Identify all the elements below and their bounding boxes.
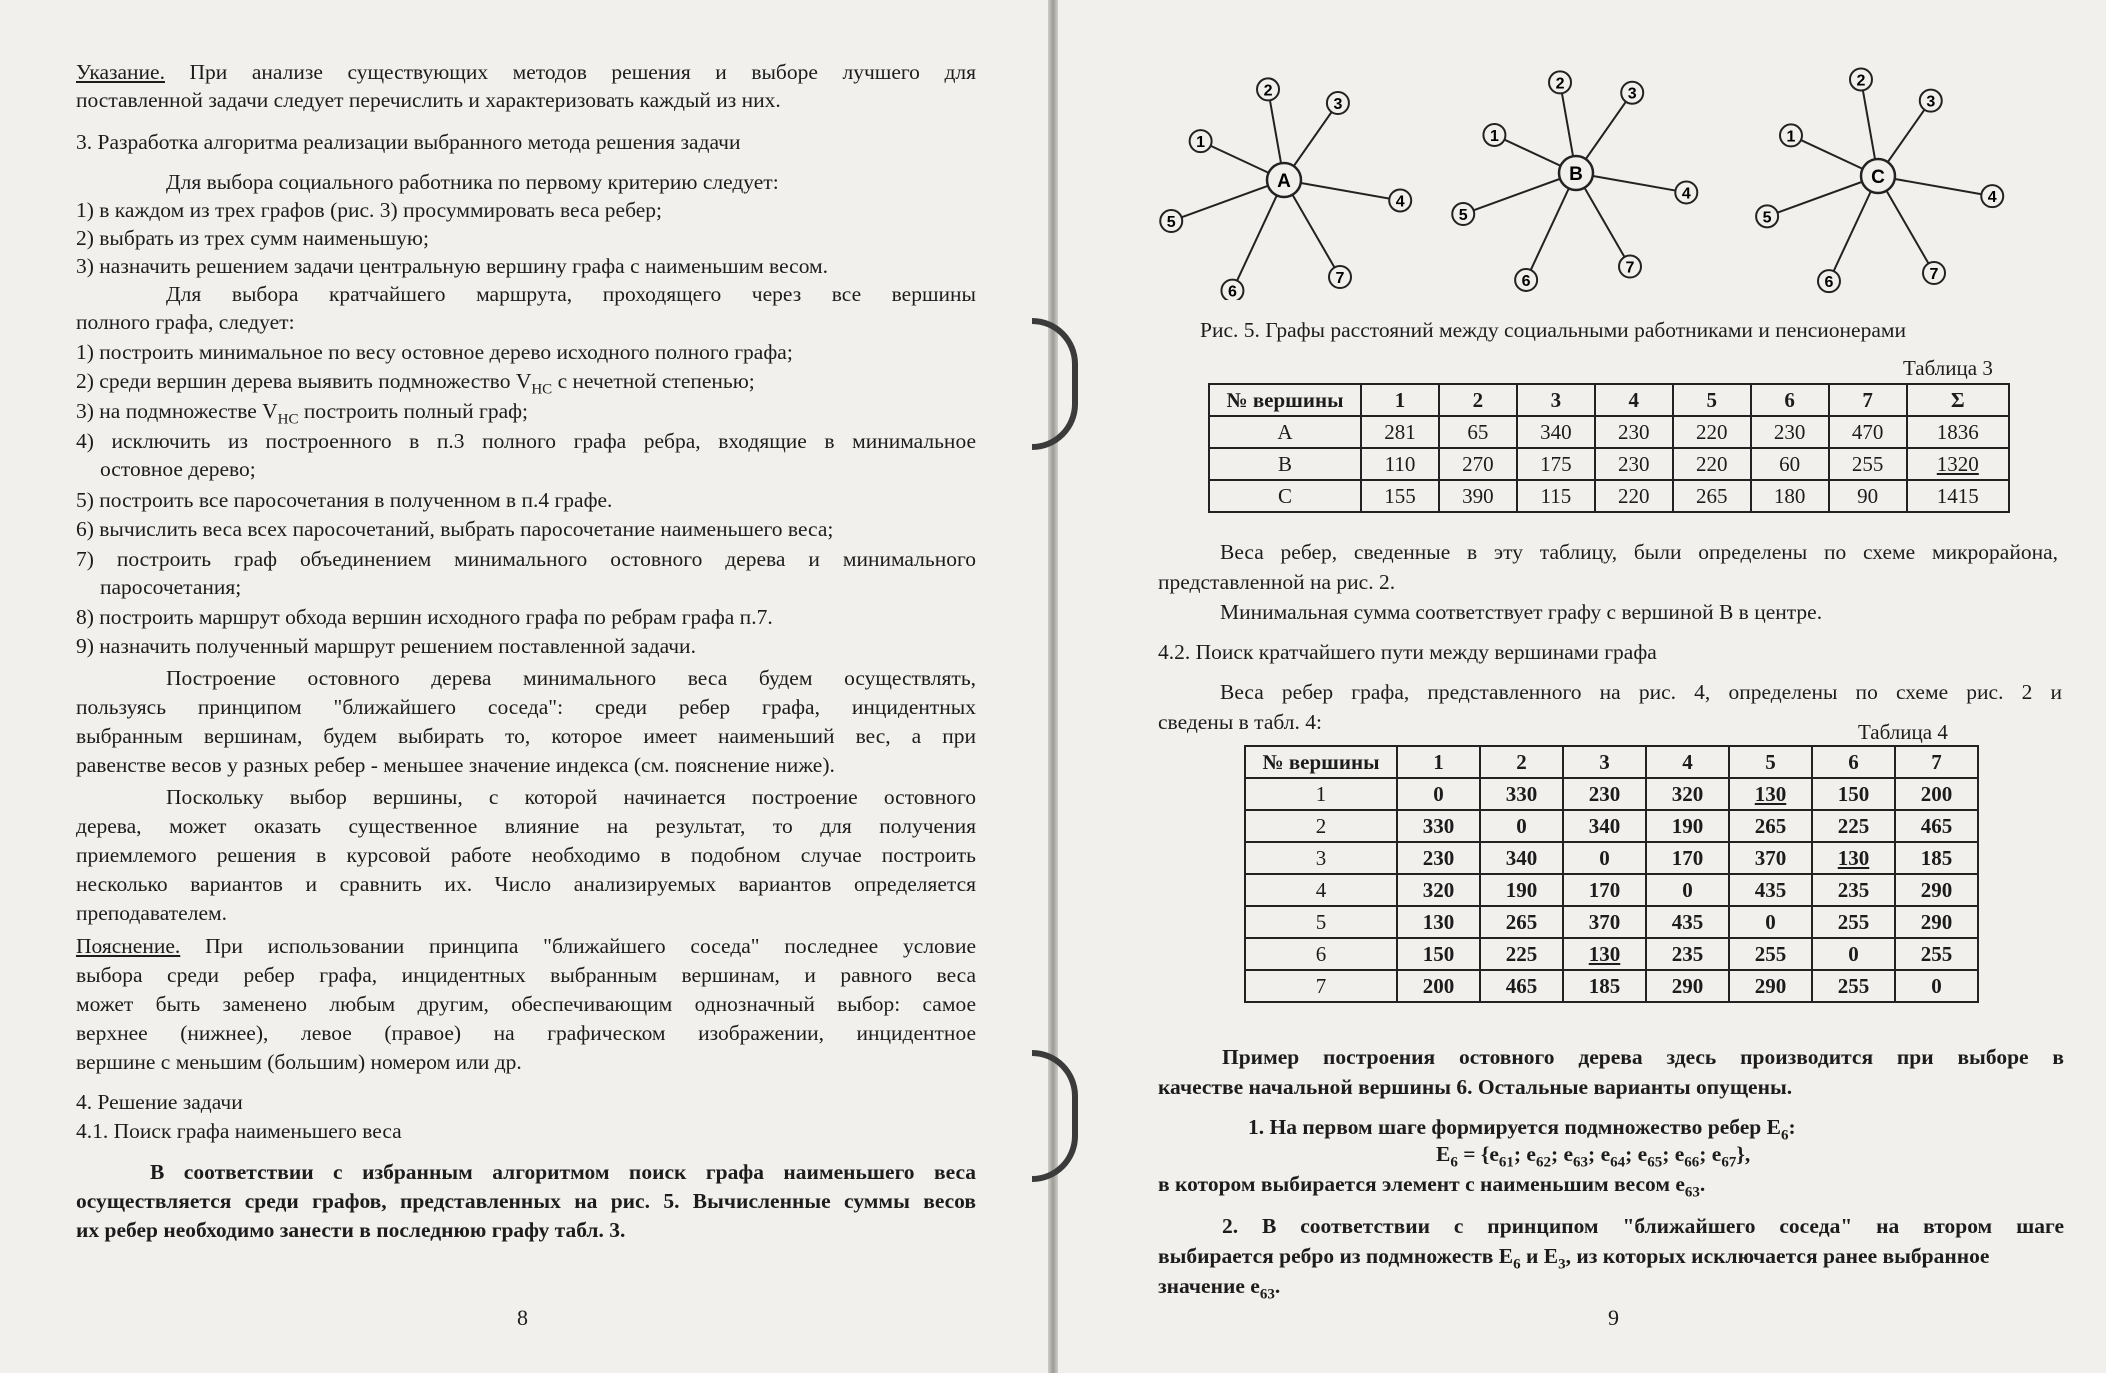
graph-leaf-label: 7 [1929, 265, 1939, 283]
table-cell: 90 [1829, 480, 1907, 512]
table-cell: 7 [1245, 970, 1397, 1002]
table-cell: 190 [1646, 810, 1729, 842]
table-header-cell: 1 [1397, 746, 1480, 778]
list-item: 5) построить все паросочетания в полученном в п.4 графе. [76, 488, 613, 512]
list-item: 9) назначить полученный маршрут решением поставленной задачи. [76, 634, 696, 658]
table-header-cell: 3 [1563, 746, 1646, 778]
table-cell: 220 [1595, 480, 1673, 512]
table-header-cell: 5 [1673, 384, 1751, 416]
list-item: 2) выбрать из трех сумм наименьшую; [76, 226, 429, 250]
table-cell: 110 [1361, 448, 1439, 480]
text-line: представленной на рис. 2. [1158, 570, 1396, 594]
table-header-cell: 2 [1439, 384, 1517, 416]
table-cell: 150 [1397, 938, 1480, 970]
graph-leaf-label: 6 [1227, 283, 1237, 300]
table-cell: 290 [1729, 970, 1812, 1002]
list-item: 2) среди вершин дерева выявить подмножество $V_{HC}$ с нечетной степенью; [76, 369, 755, 398]
table-cell: 0 [1812, 938, 1895, 970]
text-line: приемлемого решения в курсовой работе необходимо в подобном случае построить [76, 843, 976, 867]
table-row [1209, 448, 2009, 480]
table-cell: 3 [1245, 842, 1397, 874]
list-item: 8) построить маршрут обхода вершин исходного графа по ребрам графа п.7. [76, 605, 773, 629]
table-header-cell: № вершины [1245, 746, 1397, 778]
text-line: преподавателем. [76, 901, 227, 925]
table-cell: 225 [1480, 938, 1563, 970]
graph-leaf-label: 3 [1926, 93, 1936, 111]
table-cell: B [1209, 448, 1361, 480]
table-cell: 150 [1812, 778, 1895, 810]
text-line: дерева, может оказать существенное влияние на результат, то для получения [76, 814, 976, 838]
table-cell: 435 [1729, 874, 1812, 906]
table-cell: 65 [1439, 416, 1517, 448]
table-cell: 390 [1439, 480, 1517, 512]
table-cell: 170 [1563, 874, 1646, 906]
star-graph [1160, 78, 1411, 300]
table-cell: 330 [1480, 778, 1563, 810]
text-line: Построение остовного дерева минимального веса будем осуществлять, [166, 666, 976, 690]
table-header-cell: 4 [1595, 384, 1673, 416]
graph-leaf-label: 1 [1786, 128, 1796, 146]
graph-center-label: C [1871, 167, 1885, 188]
table-row [1209, 480, 2009, 512]
graph-leaf-label: 4 [1395, 193, 1405, 211]
graph-center-label: A [1277, 171, 1291, 192]
table-cell: 290 [1895, 874, 1978, 906]
list-item: 1) в каждом из трех графов (рис. 3) просуммировать веса ребер; [76, 198, 663, 222]
page-number: 8 [517, 1305, 528, 1330]
table-cell: 175 [1517, 448, 1595, 480]
table4-caption: Таблица 4 [1858, 720, 1948, 744]
table-cell: 185 [1563, 970, 1646, 1002]
text-line: Для выбора социального работника по первому критерию следует: [166, 170, 779, 194]
table-cell: 255 [1812, 970, 1895, 1002]
list-item: 3) на подмножестве $V_{HC}$ построить полный граф; [76, 399, 529, 428]
text-line: вершине с меньшим (большим) номером или др. [76, 1050, 522, 1074]
table-cell: 190 [1480, 874, 1563, 906]
formula: $E_6 = \{e_{61}$; $e_{62}$; $e_{63}$; $e_{64}$; $e_{65}$; $e_{66}$; $e_{67}$}, [1436, 1142, 1751, 1171]
graph-leaf-label: 1 [1196, 134, 1206, 152]
table-row [1245, 906, 1978, 938]
table-row [1245, 810, 1978, 842]
table-cell: 470 [1829, 416, 1907, 448]
table-cell: 265 [1729, 810, 1812, 842]
table-row [1245, 970, 1978, 1002]
text-line: 1. На первом шаге формируется подмножество ребер $E_6$: [1248, 1115, 1796, 1144]
table-cell: 235 [1812, 874, 1895, 906]
table-cell: 0 [1646, 874, 1729, 906]
text-line: их ребер необходимо занести в последнюю графу табл. 3. [76, 1218, 626, 1242]
table-cell: 265 [1673, 480, 1751, 512]
table-row [1245, 778, 1978, 810]
text-line: осуществляется среди графов, представленных на рис. 5. Вычисленные суммы весов [76, 1189, 976, 1213]
text-line: качестве начальной вершины 6. Остальные варианты опущены. [1158, 1075, 1793, 1099]
graph-leaf-label: 6 [1521, 272, 1531, 290]
graph-leaf-label: 2 [1856, 72, 1866, 90]
table-cell: 0 [1480, 810, 1563, 842]
table-header-cell: 4 [1646, 746, 1729, 778]
table-row [1209, 416, 2009, 448]
graph-leaf-label: 7 [1625, 259, 1635, 277]
subsection-heading: 4.1. Поиск графа наименьшего веса [76, 1119, 402, 1143]
table-header-cell: Σ [1907, 384, 2009, 416]
table-header-cell: 2 [1480, 746, 1563, 778]
table-cell: 170 [1646, 842, 1729, 874]
text-line: Указание. При анализе существующих методов решения и выборе лучшего для [76, 60, 977, 84]
table-cell: 270 [1439, 448, 1517, 480]
table-row [1245, 874, 1978, 906]
table-cell: 330 [1397, 810, 1480, 842]
text-line: Веса ребер, сведенные в эту таблицу, были определены по схеме микрорайона, [1220, 540, 2058, 564]
text-line: может быть заменено любым другим, обеспечивающим однозначный выбор: самое [76, 992, 976, 1016]
table-cell: 255 [1812, 906, 1895, 938]
table-cell: 465 [1895, 810, 1978, 842]
table-cell: 265 [1480, 906, 1563, 938]
subsection-heading: 4.2. Поиск кратчайшего пути между вершинами графа [1158, 640, 1657, 664]
table-header-cell: 6 [1812, 746, 1895, 778]
table-cell: 5 [1245, 906, 1397, 938]
list-item-cont: остовное дерево; [100, 457, 256, 481]
table-cell: 0 [1397, 778, 1480, 810]
table-cell: 230 [1595, 416, 1673, 448]
graphs-figure [1052, 40, 2106, 300]
table4 [1244, 745, 1979, 1003]
table3 [1208, 383, 2010, 513]
table-row [1245, 938, 1978, 970]
graph-leaf-label: 1 [1489, 127, 1499, 145]
table-cell: 255 [1829, 448, 1907, 480]
table-cell: 130 [1729, 778, 1812, 810]
text-line: Минимальная сумма соответствует графу с вершиной B в центре. [1220, 600, 1823, 624]
table-cell: 255 [1895, 938, 1978, 970]
table-header-cell: 6 [1751, 384, 1829, 416]
table-cell: 435 [1646, 906, 1729, 938]
table-cell: 2 [1245, 810, 1397, 842]
graph-leaf-label: 4 [1681, 185, 1691, 203]
table-cell: 130 [1812, 842, 1895, 874]
list-item: 7) построить граф объединением минимального остовного дерева и минимального [76, 547, 976, 571]
table-cell: A [1209, 416, 1361, 448]
table-header-cell: № вершины [1209, 384, 1361, 416]
table-header-cell: 7 [1895, 746, 1978, 778]
text-line: выбора среди ребер графа, инцидентных выбранным вершинам, и равного веса [76, 963, 976, 987]
graph-leaf-label: 5 [1458, 207, 1468, 225]
table-cell: C [1209, 480, 1361, 512]
table-cell: 0 [1563, 842, 1646, 874]
table-cell: 290 [1646, 970, 1729, 1002]
table-cell: 1320 [1907, 448, 2009, 480]
text-line: верхнее (нижнее), левое (правое) на графическом изображении, инцидентное [76, 1021, 976, 1045]
table-cell: 340 [1563, 810, 1646, 842]
graph-leaf-label: 7 [1335, 269, 1345, 287]
table-cell: 465 [1480, 970, 1563, 1002]
text-line: значение $e_{63}$. [1158, 1274, 1281, 1303]
text-line: равенстве весов у разных ребер - меньшее значение индекса (см. пояснение ниже). [76, 753, 835, 777]
table-cell: 1 [1245, 778, 1397, 810]
table-header-cell: 5 [1729, 746, 1812, 778]
graph-leaf-label: 4 [1987, 189, 1997, 207]
table-row [1245, 842, 1978, 874]
table-cell: 230 [1563, 778, 1646, 810]
table-cell: 130 [1563, 938, 1646, 970]
table-cell: 1836 [1907, 416, 2009, 448]
table-cell: 370 [1729, 842, 1812, 874]
table-cell: 230 [1397, 842, 1480, 874]
table-cell: 320 [1646, 778, 1729, 810]
text-line: В соответствии с избранным алгоритмом поиск графа наименьшего веса [150, 1160, 976, 1184]
text-line: поставленной задачи следует перечислить и характеризовать каждый из них. [76, 88, 781, 112]
text-line: полного графа, следует: [76, 310, 295, 334]
text-line: сведены в табл. 4: [1158, 710, 1322, 734]
star-graph [1452, 71, 1697, 291]
table-cell: 225 [1812, 810, 1895, 842]
table-cell: 0 [1729, 906, 1812, 938]
table-cell: 6 [1245, 938, 1397, 970]
section-heading: 3. Разработка алгоритма реализации выбранного метода решения задачи [76, 130, 741, 154]
text-line: Пример построения остовного дерева здесь производится при выборе в [1222, 1045, 2064, 1069]
table-cell: 235 [1646, 938, 1729, 970]
text-line: несколько вариантов и сравнить их. Число анализируемых вариантов определяется [76, 872, 976, 896]
graph-leaf-label: 6 [1824, 274, 1834, 292]
table-cell: 200 [1397, 970, 1480, 1002]
table-header-cell: 1 [1361, 384, 1439, 416]
table-cell: 200 [1895, 778, 1978, 810]
table-cell: 290 [1895, 906, 1978, 938]
graph-leaf-label: 5 [1762, 209, 1772, 227]
figure-caption: Рис. 5. Графы расстояний между социальными работниками и пенсионерами [1200, 318, 1907, 342]
table-cell: 370 [1563, 906, 1646, 938]
table-header-cell: 7 [1829, 384, 1907, 416]
graph-leaf-label: 2 [1263, 82, 1273, 100]
list-item: 3) назначить решением задачи центральную вершину графа с наименьшим весом. [76, 254, 829, 278]
table-cell: 0 [1895, 970, 1978, 1002]
list-item: 4) исключить из построенного в п.3 полного графа ребра, входящие в минимальное [76, 429, 976, 453]
table-cell: 130 [1397, 906, 1480, 938]
table-cell: 320 [1397, 874, 1480, 906]
page-number: 9 [1608, 1305, 1619, 1330]
section-heading: 4. Решение задачи [76, 1090, 243, 1114]
table-cell: 340 [1480, 842, 1563, 874]
table-cell: 185 [1895, 842, 1978, 874]
table-cell: 340 [1517, 416, 1595, 448]
table-cell: 180 [1751, 480, 1829, 512]
table-cell: 281 [1361, 416, 1439, 448]
graph-leaf-label: 3 [1333, 95, 1343, 113]
table-cell: 230 [1595, 448, 1673, 480]
table-cell: 220 [1673, 448, 1751, 480]
table-cell: 60 [1751, 448, 1829, 480]
list-item: 1) построить минимальное по весу остовное дерево исходного полного графа; [76, 340, 793, 364]
text-line: Поскольку выбор вершины, с которой начинается построение остовного [166, 785, 976, 809]
star-graph [1756, 68, 2003, 292]
table-cell: 115 [1517, 480, 1595, 512]
graph-leaf-label: 2 [1555, 75, 1565, 93]
table-cell: 220 [1673, 416, 1751, 448]
table-header-cell: 3 [1517, 384, 1595, 416]
text-line: Для выбора кратчайшего маршрута, проходящего через все вершины [166, 282, 976, 306]
text-line: Веса ребер графа, представленного на рис. 4, определены по схеме рис. 2 и [1220, 680, 2062, 704]
table-cell: 255 [1729, 938, 1812, 970]
list-item: 6) вычислить веса всех паросочетаний, выбрать паросочетание наименьшего веса; [76, 517, 834, 541]
text-line: в котором выбирается элемент с наименьшим весом $e_{63}$. [1158, 1172, 1706, 1201]
text-line: Пояснение. При использовании принципа "ближайшего соседа" последнее условие [76, 934, 976, 958]
text-line: пользуясь принципом "ближайшего соседа": среди ребер графа, инцидентных [76, 695, 976, 719]
table-cell: 155 [1361, 480, 1439, 512]
table3-caption: Таблица 3 [1903, 356, 1993, 380]
table-cell: 230 [1751, 416, 1829, 448]
graph-leaf-label: 3 [1627, 85, 1637, 103]
list-item-cont: паросочетания; [100, 575, 242, 599]
text-line: выбирается ребро из подмножеств $E_6$ и $E_3$, из которых исключается ранее выбранное [1158, 1244, 1990, 1273]
graph-leaf-label: 5 [1166, 214, 1176, 232]
table-cell: 1415 [1907, 480, 2009, 512]
table-cell: 4 [1245, 874, 1397, 906]
graph-center-label: B [1569, 164, 1583, 185]
text-line: 2. В соответствии с принципом "ближайшего соседа" на втором шаге [1222, 1214, 2064, 1238]
text-line: выбранным вершинам, будем выбирать то, которое имеет наименьший вес, а при [76, 724, 976, 748]
